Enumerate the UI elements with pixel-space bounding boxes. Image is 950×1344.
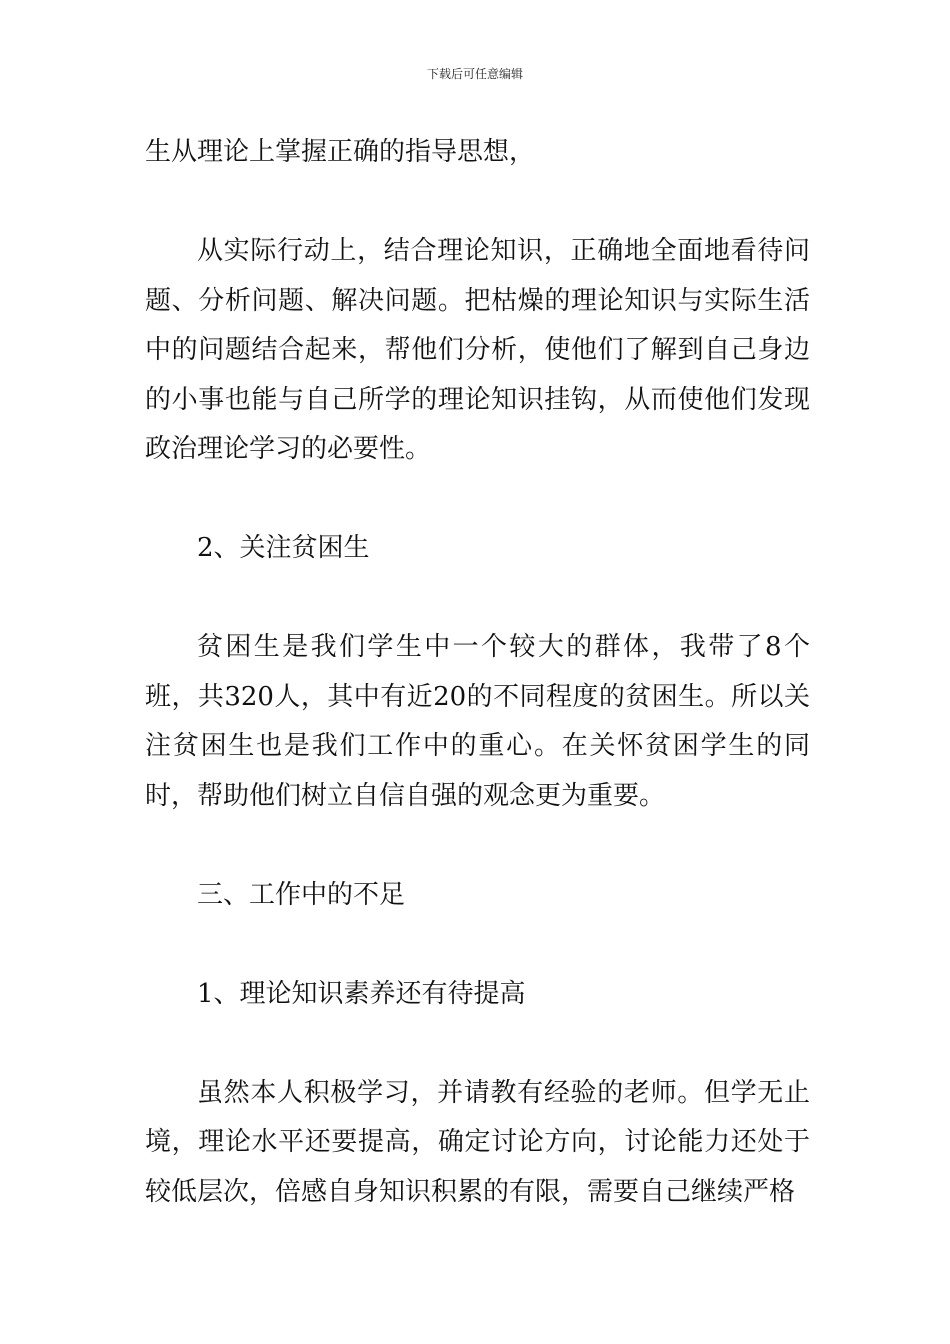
section-heading-poor-students: 2、关注贫困生 (197, 533, 370, 563)
section-heading-shortcomings: 三、工作中的不足 (197, 879, 406, 910)
paragraph-continuation: 生从理论上掌握正确的指导思想， (145, 137, 536, 167)
header-note: 下载后可任意编辑 (426, 67, 523, 81)
paragraph-theory-knowledge: 虽然本人积极学习，并请教有经验的老师。但学无止境，理论水平还要提高，确定讨论方向，讨论能力还处于较低层次，倍感自身知识积累的有限，需要自己继续严格 (145, 1077, 810, 1207)
paragraph-poor-students: 贫困生是我们学生中一个较大的群体，我带了8个班，共320人，其中有近20的不同程度的贫困生。所以关注贫困生也是我们工作中的重心。在关怀贫困学生的同时，帮助他们树立自信自强的观念更为重要。 (145, 632, 810, 811)
document-body (145, 128, 810, 1217)
paragraph-practice: 从实际行动上，结合理论知识，正确地全面地看待问题、分析问题、解决问题。把枯燥的理论知识与实际生活中的问题结合起来，帮他们分析，使他们了解到自己身边的小事也能与自己所学的理论知识挂钩，从而使他们发现政治理论学习的必要性。 (145, 236, 810, 464)
section-heading-theory-knowledge: 1、理论知识素养还有待提高 (197, 978, 526, 1009)
